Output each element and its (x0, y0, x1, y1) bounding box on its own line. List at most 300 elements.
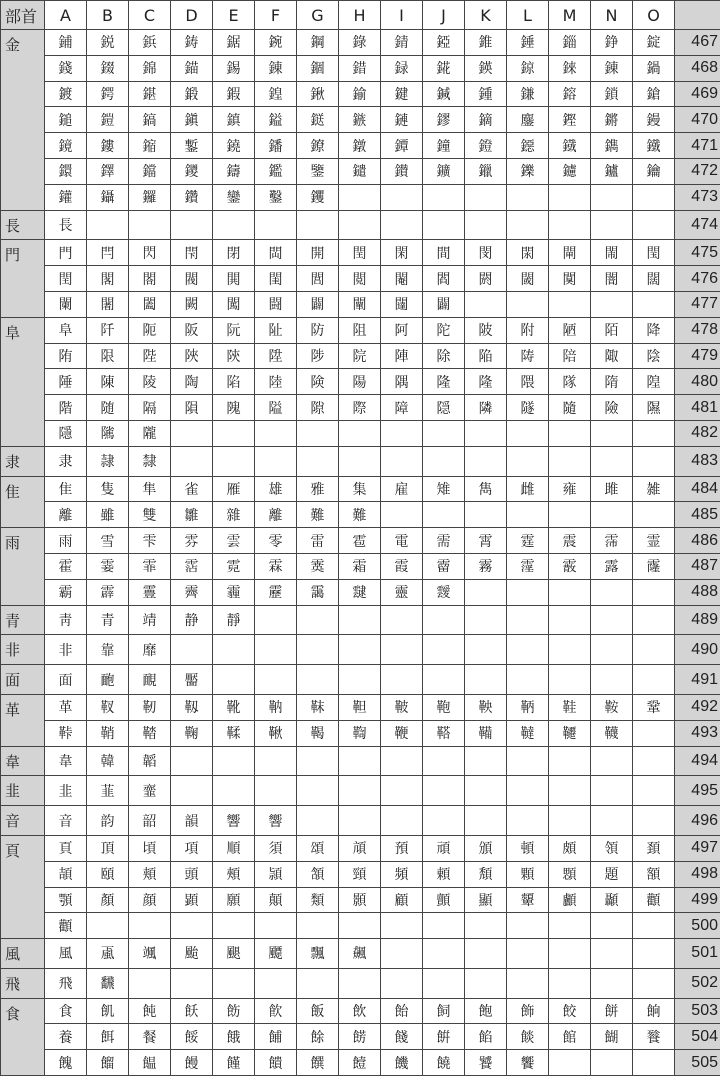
kanji-cell (339, 420, 381, 446)
kanji-cell: 鞁 (381, 694, 423, 720)
kanji-cell (591, 446, 633, 476)
radical-cell: 革 (1, 694, 45, 746)
kanji-cell: 阻 (339, 317, 381, 343)
kanji-cell: 飫 (171, 998, 213, 1024)
kanji-cell (633, 913, 675, 939)
kanji-cell (465, 579, 507, 605)
radical-cell: 金 (1, 30, 45, 211)
kanji-cell (549, 184, 591, 210)
kanji-cell: 鞣 (213, 720, 255, 746)
kanji-cell: 韲 (129, 776, 171, 806)
kanji-cell (465, 291, 507, 317)
kanji-cell: 闖 (213, 291, 255, 317)
kanji-cell (171, 210, 213, 240)
kanji-cell: 阿 (381, 317, 423, 343)
kanji-cell: 隹 (45, 476, 87, 502)
table-row (1, 291, 720, 317)
kanji-cell: 頻 (381, 861, 423, 887)
kanji-cell: 靭 (129, 694, 171, 720)
kanji-cell (549, 968, 591, 998)
kanji-cell: 雄 (255, 476, 297, 502)
row-number: 478 (675, 317, 720, 343)
row-number: 469 (675, 81, 720, 107)
kanji-cell: 霏 (129, 553, 171, 579)
kanji-cell (633, 291, 675, 317)
kanji-cell (549, 746, 591, 776)
kanji-cell: 閻 (423, 266, 465, 292)
table-row (1, 133, 720, 159)
kanji-cell: 隲 (87, 420, 129, 446)
table-row (1, 528, 720, 554)
kanji-cell: 鍋 (633, 55, 675, 81)
row-number: 489 (675, 605, 720, 635)
kanji-cell: 陸 (255, 369, 297, 395)
kanji-cell: 鏡 (45, 133, 87, 159)
kanji-cell (339, 210, 381, 240)
kanji-cell (423, 420, 465, 446)
table-row (1, 939, 720, 969)
kanji-cell: 飃 (255, 939, 297, 969)
kanji-cell: 隅 (381, 369, 423, 395)
kanji-cell: 颯 (129, 939, 171, 969)
table-row (1, 395, 720, 421)
kanji-cell (381, 210, 423, 240)
kanji-cell (549, 210, 591, 240)
kanji-cell: 顴 (633, 887, 675, 913)
kanji-cell: 鋲 (129, 30, 171, 56)
kanji-cell (549, 291, 591, 317)
kanji-cell (297, 776, 339, 806)
kanji-cell: 飭 (213, 998, 255, 1024)
table-row (1, 1050, 720, 1076)
table-row (1, 476, 720, 502)
kanji-cell: 題 (591, 861, 633, 887)
kanji-cell: 鏘 (591, 107, 633, 133)
kanji-cell (297, 605, 339, 635)
kanji-cell: 閹 (381, 266, 423, 292)
kanji-cell (633, 184, 675, 210)
kanji-cell (465, 446, 507, 476)
kanji-cell: 霞 (381, 553, 423, 579)
kanji-cell: 顳 (591, 887, 633, 913)
kanji-cell (381, 913, 423, 939)
kanji-cell (339, 665, 381, 695)
kanji-cell: 隰 (633, 395, 675, 421)
kanji-cell: 雙 (129, 502, 171, 528)
kanji-cell: 頷 (297, 861, 339, 887)
kanji-cell (549, 579, 591, 605)
kanji-cell: 顥 (339, 887, 381, 913)
kanji-cell (465, 806, 507, 836)
kanji-cell (339, 184, 381, 210)
kanji-cell (381, 968, 423, 998)
table-row (1, 887, 720, 913)
kanji-cell: 陥 (465, 343, 507, 369)
kanji-cell (633, 720, 675, 746)
kanji-cell: 頓 (507, 835, 549, 861)
kanji-cell: 靆 (339, 579, 381, 605)
kanji-cell: 鑒 (297, 158, 339, 184)
kanji-cell: 饋 (255, 1050, 297, 1076)
kanji-cell: 鏨 (171, 133, 213, 159)
kanji-cell: 靫 (87, 694, 129, 720)
kanji-cell: 鐃 (213, 133, 255, 159)
kanji-cell (633, 1050, 675, 1076)
kanji-cell: 鍛 (171, 81, 213, 107)
kanji-cell: 震 (549, 528, 591, 554)
kanji-cell: 頌 (297, 835, 339, 861)
kanji-cell: 頼 (423, 861, 465, 887)
table-row (1, 107, 720, 133)
kanji-cell (297, 446, 339, 476)
kanji-cell (591, 420, 633, 446)
kanji-cell (465, 605, 507, 635)
kanji-cell: 錸 (549, 55, 591, 81)
row-number: 500 (675, 913, 720, 939)
kanji-cell: 顎 (45, 887, 87, 913)
kanji-cell: 餐 (129, 1024, 171, 1050)
kanji-cell: 閼 (465, 266, 507, 292)
kanji-cell: 韓 (87, 746, 129, 776)
kanji-cell: 鍔 (87, 81, 129, 107)
kanji-cell: 雷 (297, 528, 339, 554)
kanji-cell: 雜 (213, 502, 255, 528)
kanji-cell: 錆 (381, 30, 423, 56)
kanji-cell: 饐 (339, 1050, 381, 1076)
kanji-cell: 韆 (549, 720, 591, 746)
kanji-cell (507, 184, 549, 210)
kanji-cell: 鑠 (507, 158, 549, 184)
kanji-cell: 隴 (129, 420, 171, 446)
table-row (1, 913, 720, 939)
kanji-cell (339, 635, 381, 665)
kanji-cell: 雲 (213, 528, 255, 554)
kanji-cell (381, 605, 423, 635)
kanji-cell: 鑓 (339, 158, 381, 184)
kanji-cell (507, 939, 549, 969)
kanji-cell: 霾 (213, 579, 255, 605)
kanji-cell: 鏥 (129, 133, 171, 159)
kanji-cell: 隼 (129, 476, 171, 502)
row-number: 493 (675, 720, 720, 746)
kanji-cell (465, 184, 507, 210)
kanji-cell: 閨 (255, 266, 297, 292)
kanji-cell (633, 502, 675, 528)
kanji-cell: 陳 (87, 369, 129, 395)
row-number: 481 (675, 395, 720, 421)
kanji-cell (339, 746, 381, 776)
kanji-cell: 颱 (171, 939, 213, 969)
kanji-cell (423, 635, 465, 665)
kanji-cell (507, 746, 549, 776)
row-number: 492 (675, 694, 720, 720)
kanji-cell: 錢 (45, 55, 87, 81)
kanji-cell: 錨 (171, 55, 213, 81)
kanji-cell (171, 446, 213, 476)
kanji-cell (633, 746, 675, 776)
radical-cell: 青 (1, 605, 45, 635)
kanji-cell (381, 806, 423, 836)
kanji-cell (633, 665, 675, 695)
kanji-cell (633, 210, 675, 240)
kanji-cell: 錦 (129, 55, 171, 81)
kanji-cell: 靠 (87, 635, 129, 665)
kanji-cell: 顴 (45, 913, 87, 939)
kanji-cell: 預 (381, 835, 423, 861)
table-row (1, 55, 720, 81)
kanji-cell: 鞫 (339, 720, 381, 746)
kanji-cell (465, 939, 507, 969)
kanji-cell: 靜 (213, 605, 255, 635)
kanji-cell: 錠 (633, 30, 675, 56)
kanji-cell: 離 (255, 502, 297, 528)
kanji-cell (213, 746, 255, 776)
table-row (1, 420, 720, 446)
kanji-cell: 鏃 (339, 107, 381, 133)
kanji-cell: 館 (549, 1024, 591, 1050)
kanji-cell: 餤 (507, 1024, 549, 1050)
kanji-cell: 鎌 (507, 81, 549, 107)
kanji-cell (423, 605, 465, 635)
kanji-cell (465, 635, 507, 665)
radical-header: 部首 (1, 1, 45, 30)
kanji-cell: 額 (633, 861, 675, 887)
kanji-cell (507, 579, 549, 605)
kanji-cell (591, 635, 633, 665)
kanji-cell: 雉 (423, 476, 465, 502)
kanji-cell (255, 665, 297, 695)
kanji-cell (381, 776, 423, 806)
row-number: 476 (675, 266, 720, 292)
kanji-cell (213, 665, 255, 695)
kanji-cell: 隙 (297, 395, 339, 421)
kanji-cell: 阡 (87, 317, 129, 343)
kanji-cell: 需 (423, 528, 465, 554)
radical-cell: 門 (1, 240, 45, 317)
kanji-cell (339, 968, 381, 998)
kanji-cell: 鎮 (213, 107, 255, 133)
kanji-cell: 陛 (129, 343, 171, 369)
row-number: 491 (675, 665, 720, 695)
kanji-cell: 頤 (87, 861, 129, 887)
kanji-cell (633, 776, 675, 806)
kanji-cell: 隻 (87, 476, 129, 502)
kanji-cell: 随 (87, 395, 129, 421)
kanji-cell: 鎖 (591, 81, 633, 107)
kanji-cell: 阨 (129, 317, 171, 343)
kanji-cell: 附 (507, 317, 549, 343)
kanji-cell: 鋭 (87, 30, 129, 56)
kanji-cell: 霜 (339, 553, 381, 579)
kanji-cell: 闕 (171, 291, 213, 317)
kanji-cell: 霪 (507, 553, 549, 579)
kanji-cell: 韃 (507, 720, 549, 746)
kanji-cell: 鋺 (255, 30, 297, 56)
table-row (1, 210, 720, 240)
kanji-cell: 鐓 (339, 133, 381, 159)
kanji-cell: 陌 (591, 317, 633, 343)
kanji-cell: 颪 (87, 939, 129, 969)
kanji-cell: 願 (213, 887, 255, 913)
kanji-cell (213, 420, 255, 446)
kanji-cell: 鎗 (633, 81, 675, 107)
row-number: 494 (675, 746, 720, 776)
kanji-cell (213, 776, 255, 806)
kanji-cell: 隶 (45, 446, 87, 476)
table-row (1, 317, 720, 343)
kanji-cell: 難 (297, 502, 339, 528)
kanji-cell: 靉 (423, 579, 465, 605)
kanji-cell: 隋 (591, 369, 633, 395)
radical-cell: 食 (1, 998, 45, 1075)
kanji-cell: 饗 (507, 1050, 549, 1076)
kanji-cell: 鐐 (297, 133, 339, 159)
radical-cell: 面 (1, 665, 45, 695)
kanji-cell: 陞 (255, 343, 297, 369)
kanji-cell: 閣 (87, 266, 129, 292)
kanji-cell (507, 635, 549, 665)
kanji-cell: 雪 (87, 528, 129, 554)
kanji-cell: 霰 (549, 553, 591, 579)
kanji-cell: 閥 (171, 266, 213, 292)
kanji-cell: 錯 (339, 55, 381, 81)
kanji-cell: 降 (633, 317, 675, 343)
kanji-cell: 鍖 (129, 81, 171, 107)
kanji-cell (633, 635, 675, 665)
kanji-cell: 須 (255, 835, 297, 861)
kanji-cell: 飩 (129, 998, 171, 1024)
kanji-cell: 静 (171, 605, 213, 635)
kanji-cell: 隆 (465, 369, 507, 395)
kanji-cell (255, 420, 297, 446)
kanji-cell (507, 913, 549, 939)
kanji-cell (381, 446, 423, 476)
kanji-cell: 錣 (87, 55, 129, 81)
kanji-cell: 錐 (465, 30, 507, 56)
kanji-cell: 鏐 (423, 107, 465, 133)
kanji-cell: 閇 (171, 240, 213, 266)
kanji-cell: 陣 (381, 343, 423, 369)
kanji-cell: 隗 (213, 395, 255, 421)
kanji-cell: 鐶 (45, 158, 87, 184)
kanji-cell (129, 210, 171, 240)
row-number: 488 (675, 579, 720, 605)
column-header: O (633, 1, 675, 30)
kanji-cell (423, 806, 465, 836)
table-row (1, 553, 720, 579)
kanji-cell: 開 (297, 240, 339, 266)
header-row (1, 1, 720, 30)
kanji-cell (213, 446, 255, 476)
kanji-cell: 難 (339, 502, 381, 528)
kanji-cell (381, 746, 423, 776)
kanji-cell: 鐔 (381, 133, 423, 159)
kanji-cell: 鞨 (297, 720, 339, 746)
column-header: K (465, 1, 507, 30)
kanji-cell: 饑 (381, 1050, 423, 1076)
kanji-cell: 鐡 (549, 133, 591, 159)
kanji-cell: 鞴 (465, 720, 507, 746)
kanji-cell: 飜 (87, 968, 129, 998)
kanji-cell: 鑪 (591, 158, 633, 184)
kanji-cell: 項 (171, 835, 213, 861)
column-header: N (591, 1, 633, 30)
kanji-cell: 霎 (87, 553, 129, 579)
kanji-cell: 鞍 (591, 694, 633, 720)
table-row (1, 806, 720, 836)
kanji-cell: 雨 (45, 528, 87, 554)
kanji-cell: 院 (339, 343, 381, 369)
kanji-cell: 雑 (633, 476, 675, 502)
kanji-cell: 閧 (213, 266, 255, 292)
kanji-cell (381, 635, 423, 665)
kanji-cell (255, 635, 297, 665)
kanji-cell: 鏤 (87, 133, 129, 159)
radical-cell: 隹 (1, 476, 45, 528)
kanji-cell (633, 579, 675, 605)
kanji-cell: 餘 (297, 1024, 339, 1050)
table-row (1, 635, 720, 665)
kanji-cell: 闌 (45, 291, 87, 317)
kanji-cell: 雀 (171, 476, 213, 502)
kanji-cell: 隸 (129, 446, 171, 476)
kanji-cell: 露 (591, 553, 633, 579)
kanji-cell: 鑚 (381, 158, 423, 184)
radical-cell: 韋 (1, 746, 45, 776)
kanji-cell: 飆 (339, 939, 381, 969)
kanji-cell: 面 (45, 665, 87, 695)
kanji-cell: 陂 (465, 317, 507, 343)
kanji-cell: 門 (45, 240, 87, 266)
kanji-cell (633, 446, 675, 476)
kanji-cell (423, 210, 465, 240)
kanji-cell (255, 913, 297, 939)
kanji-cell: 鋼 (297, 30, 339, 56)
row-number: 483 (675, 446, 720, 476)
kanji-cell: 鑰 (633, 158, 675, 184)
kanji-cell: 霑 (171, 553, 213, 579)
kanji-cell (255, 210, 297, 240)
kanji-cell (171, 420, 213, 446)
kanji-cell (171, 913, 213, 939)
kanji-cell: 隊 (549, 369, 591, 395)
kanji-cell (633, 939, 675, 969)
kanji-cell: 餡 (465, 1024, 507, 1050)
kanji-cell: 閘 (549, 240, 591, 266)
row-number-header (675, 1, 720, 30)
kanji-cell: 閊 (255, 240, 297, 266)
kanji-cell: 隆 (423, 369, 465, 395)
radical-cell: 音 (1, 806, 45, 836)
kanji-cell: 霙 (297, 553, 339, 579)
kanji-cell: 鐚 (507, 133, 549, 159)
kanji-cell: 鞦 (255, 720, 297, 746)
kanji-cell: 陵 (129, 369, 171, 395)
kanji-cell: 風 (45, 939, 87, 969)
kanji-cell: 霄 (465, 528, 507, 554)
kanji-cell: 飽 (465, 998, 507, 1024)
kanji-cell: 食 (45, 998, 87, 1024)
kanji-cell: 飛 (45, 968, 87, 998)
kanji-cell (549, 420, 591, 446)
kanji-cell (549, 446, 591, 476)
row-number: 502 (675, 968, 720, 998)
kanji-cell: 闃 (549, 266, 591, 292)
kanji-cell: 鐺 (129, 158, 171, 184)
kanji-cell (297, 420, 339, 446)
kanji-cell (423, 913, 465, 939)
kanji-cell: 阯 (255, 317, 297, 343)
